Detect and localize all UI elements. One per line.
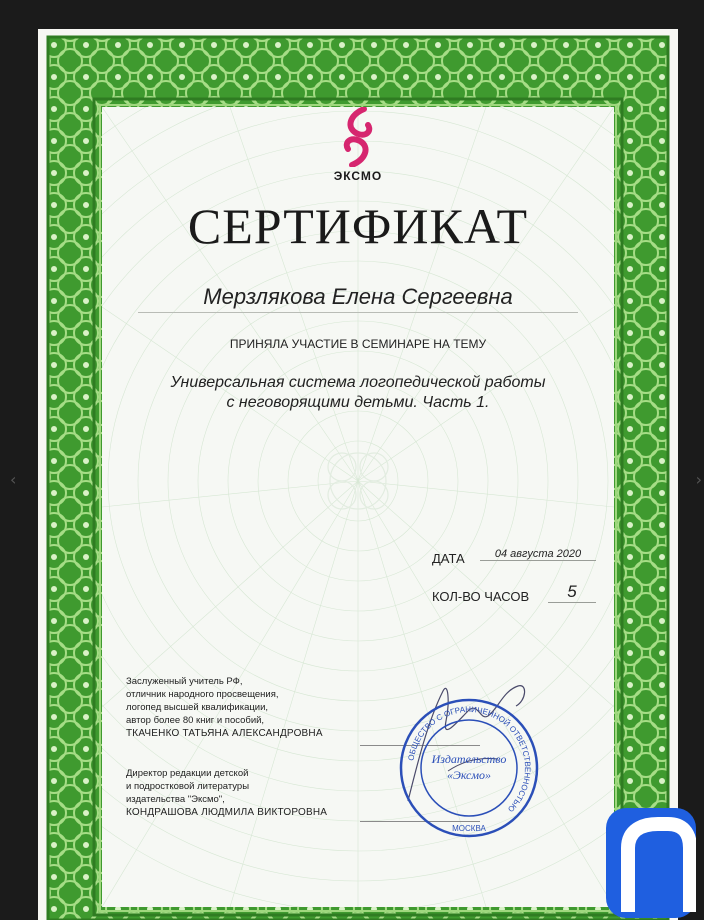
certificate-title: СЕРТИФИКАТ: [187, 198, 529, 254]
stamp-center-line-1: Издательство: [431, 752, 507, 766]
signer-2-name: КОНДРАШОВА ЛЮДМИЛА ВИКТОРОВНА: [126, 807, 328, 818]
chevron-right-icon[interactable]: ›: [695, 470, 702, 489]
hours-value: 5: [548, 582, 596, 603]
stamp-city: МОСКВА: [452, 824, 486, 833]
publisher-stamp: [398, 697, 540, 839]
seminar-topic: [128, 373, 588, 413]
recipient-name: Мерзлякова Елена Сергеевна: [138, 284, 578, 313]
participation-text: ПРИНЯЛА УЧАСТИЕ В СЕМИНАРЕ НА ТЕМУ: [229, 337, 487, 351]
stamp-ring-text: ОБЩЕСТВО С ОГРАНИЧЕННОЙ ОТВЕТСТВЕННОСТЬЮ: [406, 704, 533, 814]
stamp-center-line-2: «Эксмо»: [447, 768, 491, 782]
certificate: [38, 29, 678, 920]
hours-label: КОЛ-ВО ЧАСОВ: [432, 589, 530, 604]
date-label: ДАТА: [432, 551, 465, 566]
signer-1: Заслуженный учитель РФ, отличник народного просвещения, логопед высшей квалификации, автор более 80 книг и пособий, ТКАЧЕНКО ТАТЬЯНА АЛЕКСАНДРОВНА: [126, 676, 323, 739]
signer-2: Директор редакции детской и подростковой литературы издательства "Эксмо", КОНДРАШОВА ЛЮДМИЛА ВИКТОРОВНА: [126, 768, 328, 818]
eksmo-logo-icon: [340, 107, 376, 167]
app-badge-icon[interactable]: [606, 808, 696, 918]
date-value: 04 августа 2020: [480, 548, 596, 561]
publisher-logo-text: ЭКСМО: [333, 169, 383, 183]
signer-1-name: ТКАЧЕНКО ТАТЬЯНА АЛЕКСАНДРОВНА: [126, 728, 323, 739]
topic-line-2: с неговорящими детьми. Часть 1.: [226, 394, 490, 411]
chevron-left-icon[interactable]: ‹: [10, 470, 17, 489]
topic-line-1: Универсальная система логопедической работы: [170, 374, 546, 391]
